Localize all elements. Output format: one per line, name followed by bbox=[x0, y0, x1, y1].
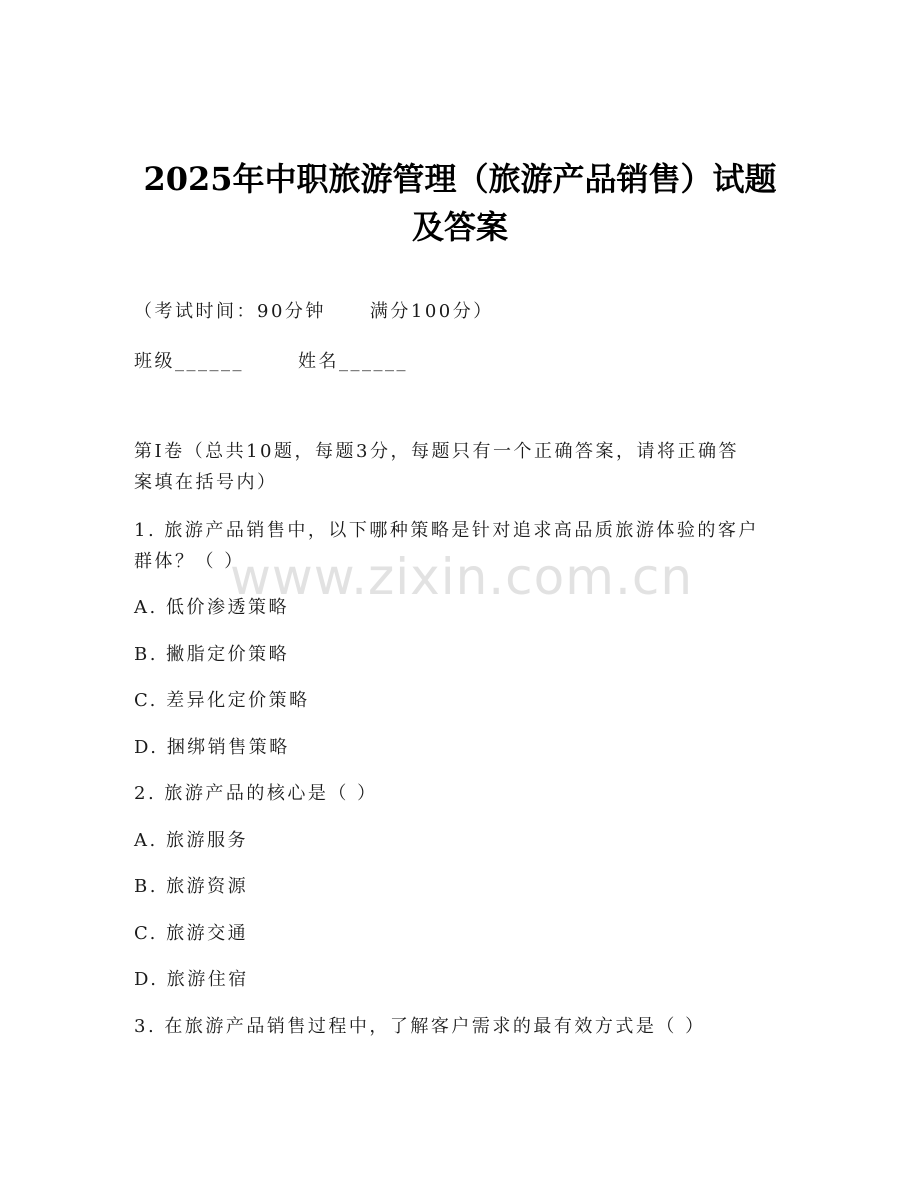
question-2-option-a: A. 旅游服务 bbox=[134, 830, 248, 851]
class-field: 班级______ bbox=[134, 351, 244, 372]
question-2-option-d: D. 旅游住宿 bbox=[134, 969, 249, 990]
question-1-stem-line-2: 群体？（ ） bbox=[134, 551, 245, 572]
exam-info bbox=[134, 298, 494, 326]
section-instructions-line-2: 案填在括号内） bbox=[134, 472, 278, 493]
question-1-option-a: A. 低价渗透策略 bbox=[134, 597, 289, 618]
question-2-option-b: B. 旅游资源 bbox=[134, 876, 249, 897]
section-instructions-line-1: 第Ⅰ卷（总共10题，每题3分，每题只有一个正确答案，请将正确答 bbox=[134, 441, 739, 462]
question-1-stem-line-1: 1. 旅游产品销售中，以下哪种策略是针对追求高品质旅游体验的客户 bbox=[134, 520, 759, 541]
question-2-option-c: C. 旅游交通 bbox=[134, 923, 249, 944]
question-3-stem: 3. 在旅游产品销售过程中，了解客户需求的最有效方式是（ ） bbox=[134, 1016, 706, 1037]
exam-time: （考试时间：90分钟 bbox=[134, 301, 326, 322]
document-title-line-2: 及答案 bbox=[411, 208, 508, 246]
name-field: 姓名______ bbox=[298, 351, 408, 372]
question-1-option-b: B. 撇脂定价策略 bbox=[134, 644, 290, 665]
question-1-option-c: C. 差异化定价策略 bbox=[134, 690, 310, 711]
question-1-option-d: D. 捆绑销售策略 bbox=[134, 737, 290, 758]
student-fields bbox=[134, 348, 408, 376]
question-2-stem: 2. 旅游产品的核心是（ ） bbox=[134, 783, 378, 804]
watermark: www.zixin.com.cn bbox=[230, 548, 694, 606]
exam-full-score: 满分100分） bbox=[369, 301, 494, 322]
document-title-line-1: 2025年中职旅游管理（旅游产品销售）试题 bbox=[143, 160, 777, 198]
